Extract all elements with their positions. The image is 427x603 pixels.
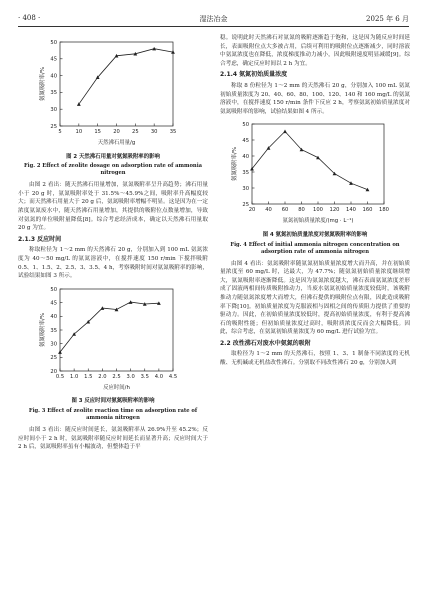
fig2-caption-cn: 图 2 天然沸石用量对氨氮吸附率的影响 xyxy=(66,153,160,160)
x-tick-label: 4.0 xyxy=(154,373,163,380)
paragraph: 由图 3 看出：随反应时间延长，氨氮吸附率从 26.9%升至 45.2%；反应时间小于 2 h 时，氨氮吸附率随反应时间延长而显著升高；反应时间大于 2 h 后，氨氮吸附率虽有小幅波动，但整体趋于平 xyxy=(18,426,208,451)
x-tick-label: 30 xyxy=(150,129,158,135)
figure-3 xyxy=(18,281,208,422)
y-tick-label: 30 xyxy=(242,186,249,193)
paragraph: 由图 2 看出：随天然沸石用量增加，氨氮吸附率呈升高趋势；沸石用量小于 20 g 时，氨氮吸附率处于 31.5%～45.9%之间，吸附率升高幅度较大；而天然沸石用量大于 20 g 后，氨氮吸附率增幅不明显。这是因为在一定浓度氨氮废水中，随天然沸石用量增加，其提供的吸附位点数量增加，导致对氨氮的单位吸附量降低[8]。综合考虑经济成本，确定以天然沸石用量取 20 g 为宜。 xyxy=(18,182,208,232)
y-tick-label: 35 xyxy=(50,327,57,334)
y-tick-label: 50 xyxy=(50,39,57,46)
x-tick-label: 35 xyxy=(169,129,177,135)
y-tick-label: 40 xyxy=(50,73,57,80)
page-number: · 408 · xyxy=(18,14,41,22)
journal-name: 湿法冶金 xyxy=(199,15,228,23)
x-tick-label: 140 xyxy=(346,207,356,214)
x-tick-label: 1.0 xyxy=(70,373,79,380)
x-tick-label: 10 xyxy=(75,129,83,135)
left-column xyxy=(18,34,208,452)
section-heading-2-2: 2.2 改性沸石对废水中氨氮的吸附 xyxy=(220,339,311,347)
series-line xyxy=(79,49,173,104)
right-column xyxy=(220,34,410,368)
y-tick-label: 25 xyxy=(50,123,57,130)
y-tick-label: 35 xyxy=(242,170,249,177)
y-axis-label: 氨氮吸附率/% xyxy=(40,67,46,101)
y-tick-label: 20 xyxy=(50,368,57,375)
x-axis-label: 天然沸石用量/g xyxy=(97,140,136,146)
fig3-chart xyxy=(18,281,208,391)
fig2-chart xyxy=(18,34,208,146)
plot-frame xyxy=(60,289,173,371)
data-point xyxy=(283,130,287,134)
x-tick-label: 3.0 xyxy=(126,373,135,380)
running-header xyxy=(18,14,409,27)
paragraph: 称取 8 份粒径为 1～2 mm 的天然沸石 20 g，分别加入 100 mL 氨氮初始质量浓度为 20、40、60、80、100、120、140 和 160 mg/L 的氨氮溶液中，在搅拌速度 150 r/min 条件下反应 2 h，考察氨氮初始质量浓度对氨氮吸附率的影响，试验结果如图 4 所示。 xyxy=(220,82,410,115)
y-tick-label: 40 xyxy=(50,313,57,320)
section-heading-2-1-4: 2.1.4 氨氮初始质量浓度 xyxy=(220,71,288,79)
fig4-caption-cn: 图 4 氨氮初始质量浓度对氨氮吸附率的影响 xyxy=(262,231,368,238)
x-tick-label: 1.5 xyxy=(84,373,93,380)
x-tick-label: 20 xyxy=(113,129,120,135)
y-tick-label: 50 xyxy=(50,286,57,293)
x-axis-label: 氨氮初始质量浓度/(mg · L⁻¹) xyxy=(282,218,354,225)
x-tick-label: 80 xyxy=(298,207,305,214)
x-tick-label: 160 xyxy=(362,207,373,214)
paragraph: 由图 4 看出：氨氮吸附率随氨氮初始质量浓度增大而升高，并在初始质量浓度至 60 mg/L 时，达最大，为 47.7%；随氨氮初始质量浓度继续增大，氨氮吸附率逐渐降低。这是因为氨氮浓度越大，沸石表面氨氮浓度差形成了固液两相间传质吸附推动力，当废水氨氮初始质量浓度较低时，该吸附推动力随氨氮浓度增大而增大，但沸石提供的吸附位点有限，因此造成吸附率下降[10]。初始质量浓度为克服液相与固相之间的传质阻力提供了重要的驱动力。因此，在初始质量浓度较低时，提高初始质量浓度，有利于提高沸石的吸附性能；但初始质量浓度过高时，吸附质浓度反而会大幅降低。因此，综合考虑，在氨氮初始质量浓度为 60 mg/L 进行试验为宜。 xyxy=(220,260,410,336)
paragraph: 取粒径为 1～2 mm 的天然沸石，按照 1、3、1 制备不同浓度的无机酸、无机碱或无机盐改性沸石。分别取不同改性沸石 20 g，分别加入到 xyxy=(220,351,410,367)
series-line xyxy=(60,302,159,352)
x-tick-label: 4.5 xyxy=(168,373,178,380)
x-tick-label: 100 xyxy=(313,207,323,214)
fig3-caption-cn: 图 3 反应时间对氨氮吸附率的影响 xyxy=(71,398,155,405)
plot-frame xyxy=(252,124,384,204)
y-tick-label: 50 xyxy=(242,122,249,129)
x-tick-label: 0.5 xyxy=(55,373,65,380)
x-tick-label: 40 xyxy=(265,207,272,214)
paragraph: 称取粒径为 1～2 mm 的天然沸石 20 g，分别加入到 100 mL 氨氮浓度为 40～50 mg/L 的氨氮溶液中，在搅拌速度 150 r/min 下搅拌吸附 0.5、1、1.5、2、2.5、3、3.5、4 h，考察吸附时间对氨氮吸附率的影响，试验结果如图 3 所示。 xyxy=(18,247,208,280)
fig4-caption-en: Fig. 4 Effect of initial ammonia nitrogen concentration on adsorption rate of ammonia nitrogen xyxy=(230,241,400,255)
y-tick-label: 45 xyxy=(50,300,57,307)
fig3-caption-en: Fig. 3 Effect of zeolite reaction time on adsorption rate of ammonia nitrogen xyxy=(28,407,198,421)
fig2-caption-en: Fig. 2 Effect of zeolite dosage on adsorption rate of ammonia nitrogen xyxy=(23,163,203,177)
x-tick-label: 3.5 xyxy=(140,373,149,380)
paragraph: 稳。说明此时天然沸石对氨氮的吸附逐渐趋于饱和，这是因为随反应时间延长，表面吸附位点大多被占用，后续可利用的吸附位点逐渐减少，同时溶液中氨氮浓度也在降低，浓度梯度推动力减小，因此吸附速度明显减缓[9]。综合考虑，确定反应时间以 2 h 为宜。 xyxy=(220,35,410,67)
section-heading-2-1-3: 2.1.3 反应时间 xyxy=(18,235,62,243)
y-tick-label: 45 xyxy=(50,56,57,63)
x-axis-label: 反应时间/h xyxy=(103,384,130,391)
figure-4 xyxy=(220,116,410,255)
y-tick-label: 25 xyxy=(242,202,249,209)
x-tick-label: 120 xyxy=(329,207,340,214)
x-tick-label: 180 xyxy=(379,207,389,214)
y-tick-label: 25 xyxy=(50,354,57,361)
y-tick-label: 30 xyxy=(50,107,57,113)
figure-2 xyxy=(18,34,208,177)
x-tick-label: 15 xyxy=(94,129,101,135)
y-tick-label: 35 xyxy=(50,90,57,97)
x-tick-label: 60 xyxy=(281,207,289,214)
issue-date: 2025 年 6 月 xyxy=(366,15,409,23)
x-tick-label: 2.0 xyxy=(98,373,107,380)
y-tick-label: 45 xyxy=(242,138,249,145)
x-tick-label: 2.5 xyxy=(112,373,121,380)
y-axis-label: 氨氮吸附率/% xyxy=(232,147,238,182)
y-tick-label: 40 xyxy=(242,154,249,161)
y-tick-label: 30 xyxy=(50,341,57,348)
data-point xyxy=(316,156,320,160)
x-tick-label: 5 xyxy=(58,129,62,135)
y-axis-label: 氨氮吸附率/% xyxy=(40,312,46,347)
fig4-chart xyxy=(220,116,410,224)
series-line xyxy=(252,132,368,190)
data-point xyxy=(349,182,353,186)
x-tick-label: 20 xyxy=(248,207,256,214)
x-tick-label: 25 xyxy=(132,129,139,135)
